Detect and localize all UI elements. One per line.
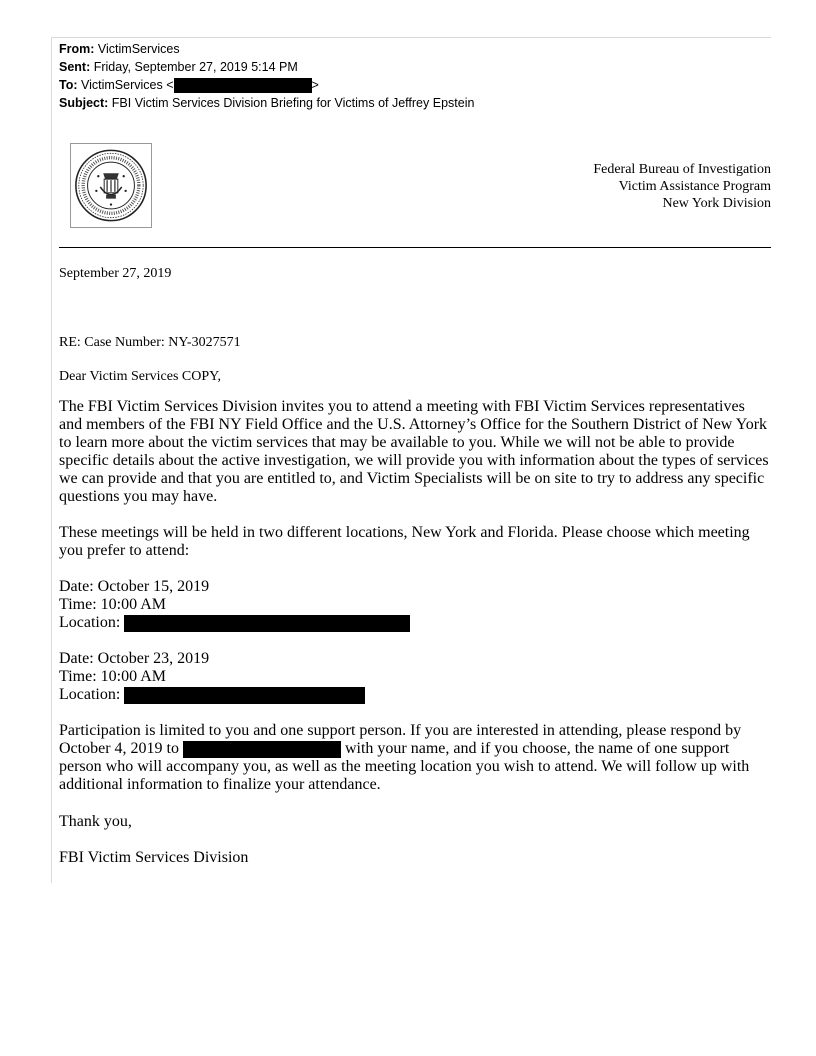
paragraph-line: specific details about the active investigation, we will provide you with information about the types of services xyxy=(59,452,769,469)
letter-date: September 27, 2019 xyxy=(59,266,172,281)
meeting-location xyxy=(59,686,771,704)
meeting-location xyxy=(59,614,771,632)
division-name: New York Division xyxy=(662,196,771,211)
meeting-date: Date: October 23, 2019 xyxy=(59,650,210,667)
subject-label: Subject: xyxy=(59,96,109,110)
paragraph-line: Participation is limited to you and one support person. If you are interested in attending, please respond by xyxy=(59,722,742,739)
redaction-block xyxy=(183,741,341,758)
meeting-two-details xyxy=(59,650,771,704)
respond-with-text: with your name, and if you choose, the name of one support xyxy=(344,740,730,757)
paragraph-line: questions you may have. xyxy=(59,488,218,505)
program-name: Victim Assistance Program xyxy=(618,179,771,194)
redaction-block xyxy=(124,615,410,632)
sent-label: Sent: xyxy=(59,60,91,74)
from-value: VictimServices xyxy=(97,42,180,56)
to-label: To: xyxy=(59,78,78,92)
from-line xyxy=(59,40,180,58)
meeting-time: Time: 10:00 AM xyxy=(59,596,166,613)
location-label: Location: xyxy=(59,614,121,631)
department-of-justice-seal-icon xyxy=(70,143,152,228)
closing: Thank you, xyxy=(59,813,132,830)
meeting-date: Date: October 15, 2019 xyxy=(59,578,210,595)
paragraph-locations xyxy=(59,524,771,560)
paragraph-line: The FBI Victim Services Division invites you to attend a meeting with FBI Victim Services representatives xyxy=(59,398,745,415)
salutation: Dear Victim Services COPY, xyxy=(59,369,221,384)
meeting-one-details xyxy=(59,578,771,632)
redaction-block xyxy=(124,687,365,704)
to-close: > xyxy=(311,78,319,92)
paragraph-invitation xyxy=(59,398,771,506)
location-label: Location: xyxy=(59,686,121,703)
paragraph-line xyxy=(59,740,771,758)
signature: FBI Victim Services Division xyxy=(59,849,249,866)
email-frame-left-border xyxy=(51,37,52,883)
email-frame-top-border xyxy=(52,37,771,38)
case-reference: RE: Case Number: NY-3027571 xyxy=(59,335,241,350)
paragraph-line: and members of the FBI NY Field Office and the U.S. Attorney’s Office for the Southern District of New York xyxy=(59,416,768,433)
from-label: From: xyxy=(59,42,95,56)
meeting-time: Time: 10:00 AM xyxy=(59,668,166,685)
paragraph-line: to learn more about the victim services that may be available to you. While we will not be able to provide xyxy=(59,434,735,451)
to-line xyxy=(59,76,319,94)
paragraph-line: These meetings will be held in two different locations, New York and Florida. Please choose which meeting xyxy=(59,524,750,541)
letterhead-agency-block xyxy=(593,161,771,212)
agency-name: Federal Bureau of Investigation xyxy=(593,162,771,177)
sent-line xyxy=(59,58,298,76)
subject-value: FBI Victim Services Division Briefing for Victims of Jeffrey Epstein xyxy=(111,96,475,110)
paragraph-participation xyxy=(59,722,771,794)
to-value: VictimServices < xyxy=(81,78,174,92)
seal-graphic xyxy=(71,144,151,227)
paragraph-line: we can provide and that you are entitled to, and Victim Specialists will be on site to try to address any specific xyxy=(59,470,765,487)
paragraph-line: you prefer to attend: xyxy=(59,542,190,559)
respond-by-text: October 4, 2019 to xyxy=(59,740,179,757)
redaction-block xyxy=(174,78,312,93)
sent-value: Friday, September 27, 2019 5:14 PM xyxy=(93,60,298,74)
paragraph-line: person who will accompany you, as well as the meeting location you wish to attend. We will follow up with xyxy=(59,758,750,775)
subject-line xyxy=(59,94,474,112)
paragraph-line: additional information to finalize your attendance. xyxy=(59,776,381,793)
letterhead-divider xyxy=(59,247,771,248)
